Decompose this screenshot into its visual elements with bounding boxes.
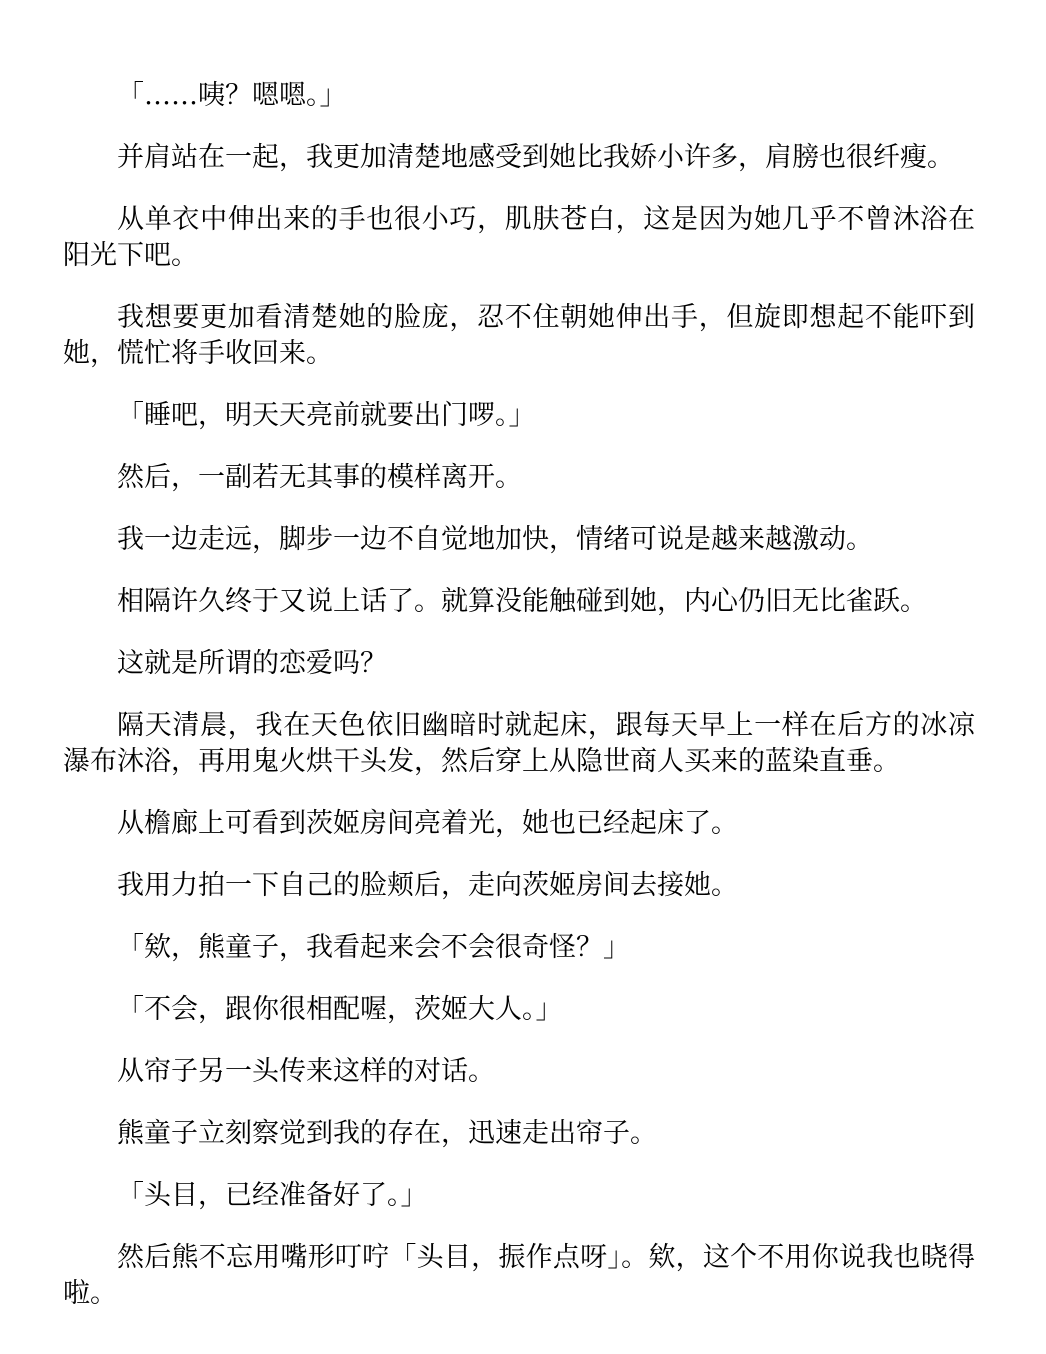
paragraph-1: 「……咦？嗯嗯。」 bbox=[117, 80, 347, 111]
paragraph-15: 从帘子另一头传来这样的对话。 bbox=[117, 1056, 495, 1087]
document-page bbox=[63, 78, 975, 1338]
paragraph-8: 相隔许久终于又说上话了。就算没能触碰到她，内心仍旧无比雀跃。 bbox=[117, 586, 927, 617]
paragraph-17: 「头目，已经准备好了。」 bbox=[117, 1180, 428, 1211]
paragraph-18: 然后熊不忘用嘴形叮咛「头目，振作点呀」。欸，这个不用你说我也晓得啦。 bbox=[63, 1242, 975, 1309]
paragraph-9: 这就是所谓的恋爱吗？ bbox=[117, 648, 387, 679]
paragraph-4: 我想要更加看清楚她的脸庞，忍不住朝她伸出手，但旋即想起不能吓到她，慌忙将手收回来。 bbox=[63, 302, 975, 369]
paragraph-7: 我一边走远，脚步一边不自觉地加快，情绪可说是越来越激动。 bbox=[117, 524, 873, 555]
paragraph-3: 从单衣中伸出来的手也很小巧，肌肤苍白，这是因为她几乎不曾沐浴在阳光下吧。 bbox=[63, 204, 975, 271]
paragraph-13: 「欸，熊童子，我看起来会不会很奇怪？」 bbox=[117, 932, 630, 963]
paragraph-12: 我用力拍一下自己的脸颊后，走向茨姬房间去接她。 bbox=[117, 870, 738, 901]
paragraph-11: 从檐廊上可看到茨姬房间亮着光，她也已经起床了。 bbox=[117, 808, 738, 839]
paragraph-16: 熊童子立刻察觉到我的存在，迅速走出帘子。 bbox=[117, 1118, 657, 1149]
paragraph-6: 然后，一副若无其事的模样离开。 bbox=[117, 462, 522, 493]
paragraph-2: 并肩站在一起，我更加清楚地感受到她比我娇小许多，肩膀也很纤瘦。 bbox=[117, 142, 954, 173]
paragraph-14: 「不会，跟你很相配喔，茨姬大人。」 bbox=[117, 994, 563, 1025]
paragraph-5: 「睡吧，明天天亮前就要出门啰。」 bbox=[117, 400, 536, 431]
paragraph-10: 隔天清晨，我在天色依旧幽暗时就起床，跟每天早上一样在后方的冰凉瀑布沐浴，再用鬼火烘干头发，然后穿上从隐世商人买来的蓝染直垂。 bbox=[63, 710, 975, 777]
